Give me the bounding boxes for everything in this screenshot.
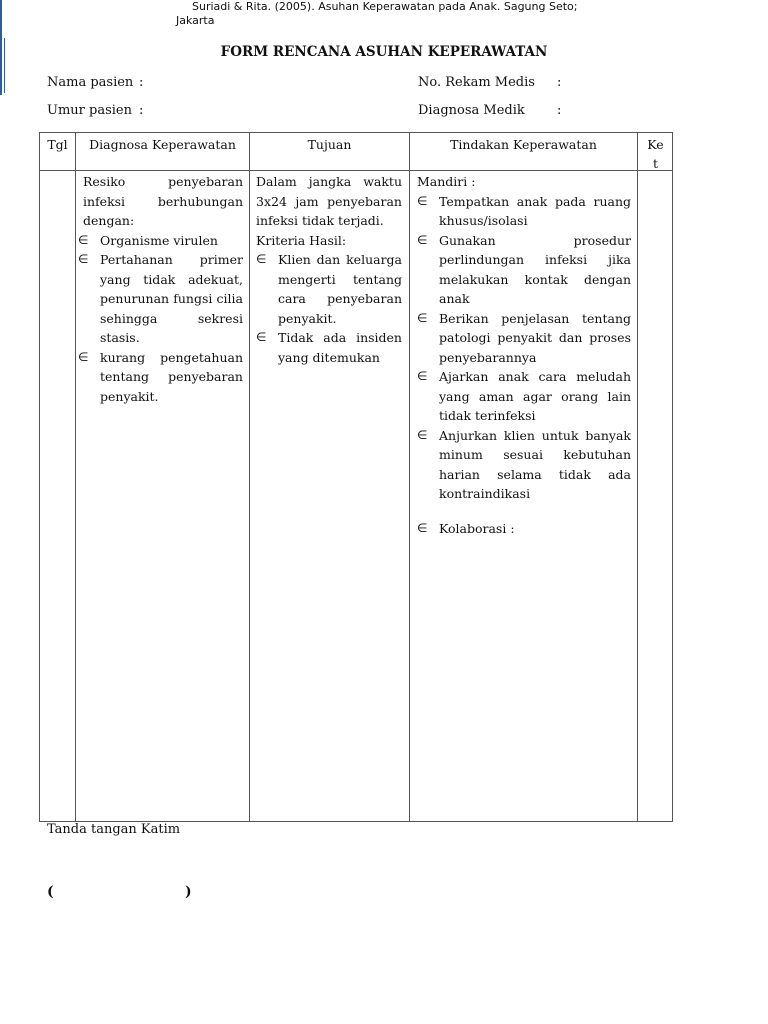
bullet-icon: ∈ — [78, 232, 89, 247]
list-item: ∈ kurang pengetahuan tentang penyebaran penyakit. — [78, 349, 243, 404]
field-nama-pasien — [47, 75, 144, 90]
bullet-icon: ∈ — [417, 310, 428, 325]
list-item: ∈ Berikan penjelasan tentang patologi penyakit dan proses penyebarannya — [417, 310, 631, 365]
bullet-icon: ∈ — [417, 193, 428, 208]
list-item: ∈ Gunakan prosedur perlindungan infeksi jika melakukan kontak dengan anak — [417, 232, 631, 306]
field-label-umur-pasien: Umur pasien — [47, 103, 132, 118]
reference-line-1: Suriadi & Rita. (2005). Asuhan Keperawatan pada Anak. Sagung Seto; — [192, 0, 578, 13]
header-diagnosa: Diagnosa Keperawatan — [89, 137, 236, 152]
header-tgl: Tgl — [47, 137, 68, 152]
field-colon: : — [557, 75, 562, 90]
field-colon: : — [557, 103, 562, 118]
list-item: ∈ Ajarkan anak cara meludah yang aman agar orang lain tidak terinfeksi — [417, 369, 631, 423]
signature-label: Tanda tangan Katim — [47, 822, 181, 837]
header-ket: Ke t — [647, 137, 664, 171]
care-plan-table — [39, 132, 673, 822]
bullet-icon: ∈ — [78, 252, 89, 266]
field-diagnosa-medik — [418, 103, 562, 118]
bullet-icon: ∈ — [78, 349, 89, 364]
list-item: ∈ Tidak ada insiden yang ditemukan — [256, 330, 402, 365]
list-item: ∈ Klien dan keluarga mengerti tentang cara penyebaran penyakit. — [256, 252, 402, 326]
reference-citation — [176, 0, 646, 28]
field-label-no-rekam-medis: No. Rekam Medis — [418, 75, 535, 90]
tujuan-cell — [256, 172, 402, 367]
kriteria-hasil-label: Kriteria Hasil: — [256, 232, 347, 248]
header-tindakan: Tindakan Keperawatan — [450, 137, 597, 152]
field-colon: : — [139, 75, 144, 90]
field-umur-pasien — [47, 103, 144, 118]
diagnosa-intro: Resiko penyebaran infeksi berhubungan dengan: — [83, 174, 243, 228]
reference-line-2: Jakarta — [176, 14, 215, 27]
bullet-icon: ∈ — [417, 369, 428, 383]
bullet-icon: ∈ — [417, 427, 428, 442]
field-no-rekam-medis — [418, 75, 562, 90]
page-title: FORM RENCANA ASUHAN KEPERAWATAN — [220, 44, 548, 60]
diagnosa-cell — [78, 172, 243, 406]
bullet-icon: ∈ — [417, 232, 428, 247]
mandiri-label: Mandiri : — [417, 174, 476, 189]
bullet-icon: ∈ — [256, 330, 267, 344]
tindakan-cell — [417, 172, 631, 538]
field-label-nama-pasien: Nama pasien — [47, 75, 134, 90]
bullet-icon: ∈ — [417, 520, 428, 535]
header-tujuan: Tujuan — [307, 137, 352, 152]
field-label-diagnosa-medik: Diagnosa Medik — [418, 103, 525, 118]
field-colon: : — [139, 103, 144, 118]
list-item: ∈ Organisme virulen — [78, 231, 243, 251]
list-item: ∈ Tempatkan anak pada ruang khusus/isolasi — [417, 193, 631, 228]
tujuan-intro: Dalam jangka waktu 3x24 jam penyebaran infeksi tidak terjadi. — [256, 174, 402, 228]
list-item: ∈ Kolaborasi : — [417, 519, 631, 539]
list-item: ∈ Pertahanan primer yang tidak adekuat, penurunan fungsi cilia sehingga sekresi stasis. — [78, 252, 243, 345]
list-item: ∈ Anjurkan klien untuk banyak minum sesuai kebutuhan harian selama tidak ada kontraindikasi — [417, 427, 631, 501]
bullet-icon: ∈ — [256, 252, 267, 266]
